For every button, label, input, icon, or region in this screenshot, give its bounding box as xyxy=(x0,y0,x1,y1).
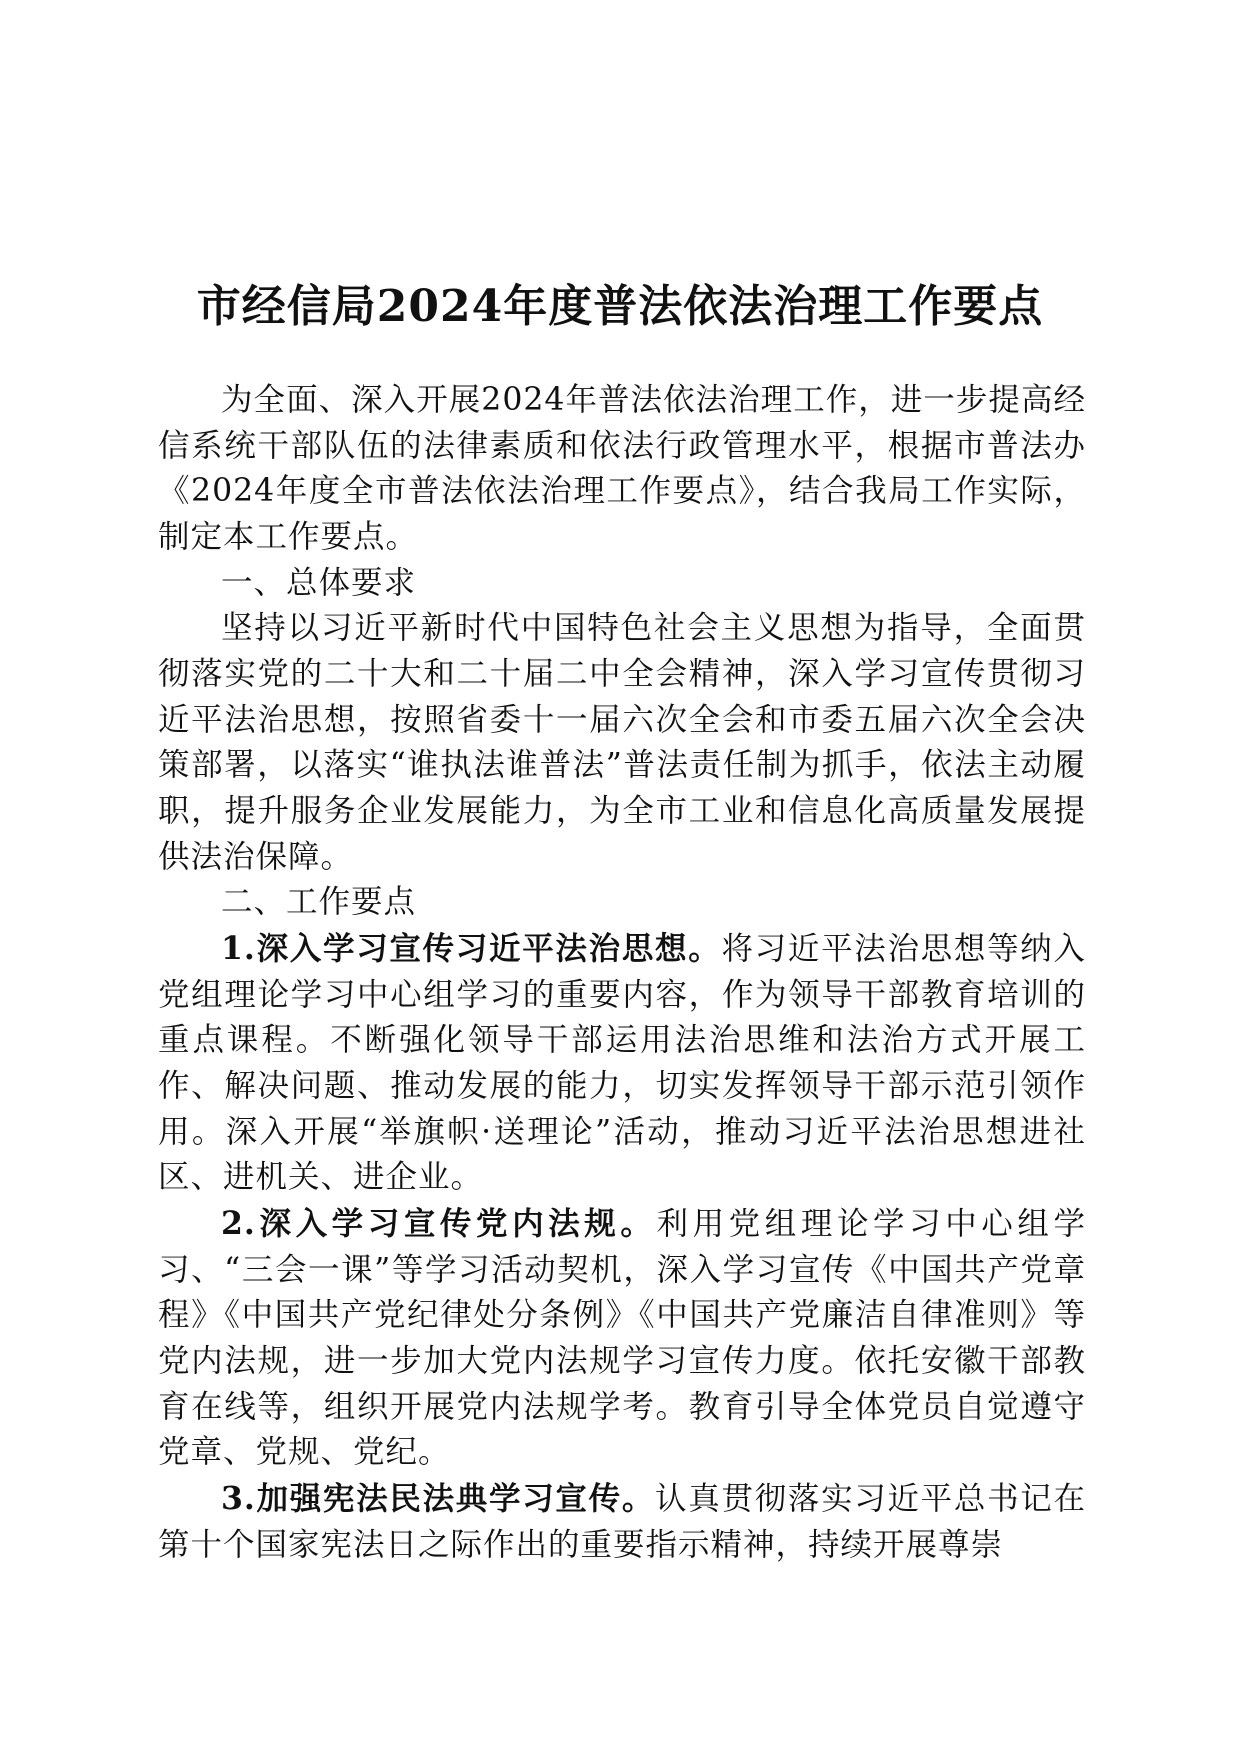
general-requirements-paragraph: 坚持以习近平新时代中国特色社会主义思想为指导，全面贯彻落实党的二十大和二十届二中全会精神，深入学习宣传贯彻习近平法治思想，按照省委十一届六次全会和市委五届六次全会决策部署，以落实“谁执法谁普法”普法责任制为抓手，依法主动履职，提升服务企业发展能力，为全市工业和信息化高质量发展提供法治保障。 xyxy=(158,610,1086,875)
work-point-3-lead: 3.加强宪法民法典学习宣传。 xyxy=(221,1480,656,1518)
work-point-1-text: 将习近平法治思想等纳入党组理论学习中心组学习的重要内容，作为领导干部教育培训的重点课程。不断强化领导干部运用法治思维和法治方式开展工作、解决问题、推动发展的能力，切实发挥领导干部示范引领作用。深入开展“举旗帜·送理论”活动，推动习近平法治思想进社区、进机关、进企业。 xyxy=(158,931,1086,1196)
intro-paragraph: 为全面、深入开展2024年普法依法治理工作，进一步提高经信系统干部队伍的法律素质和依法行政管理水平，根据市普法办《2024年度全市普法依法治理工作要点》，结合我局工作实际，制定本工作要点。 xyxy=(158,382,1086,556)
section-heading-work-points: 二、工作要点 xyxy=(221,884,417,921)
work-point-2 xyxy=(158,1201,1086,1476)
document-title: 市经信局2024年度普法依法治理工作要点 xyxy=(196,281,1044,333)
document-body xyxy=(158,378,1086,1568)
work-point-3-text: 认真贯彻落实习近平总书记在第十个国家宪法日之际作出的重要指示精神，持续开展尊崇 xyxy=(158,1481,1086,1563)
work-point-3 xyxy=(158,1476,1086,1568)
work-point-1-lead: 1.深入学习宣传习近平法治思想。 xyxy=(221,930,722,968)
section-heading-general-requirements: 一、总体要求 xyxy=(221,564,417,601)
work-point-2-text: 利用党组理论学习中心组学习、“三会一课”等学习活动契机，深入学习宣传《中国共产党章程》《中国共产党纪律处分条例》《中国共产党廉洁自律准则》等党内法规，进一步加大党内法规学习宣传力度。依托安徽干部教育在线等，组织开展党内法规学考。教育引导全体党员自觉遵守党章、党规、党纪。 xyxy=(158,1206,1086,1471)
work-point-1 xyxy=(158,926,1086,1201)
work-point-2-lead: 2.深入学习宣传党内法规。 xyxy=(221,1205,657,1243)
